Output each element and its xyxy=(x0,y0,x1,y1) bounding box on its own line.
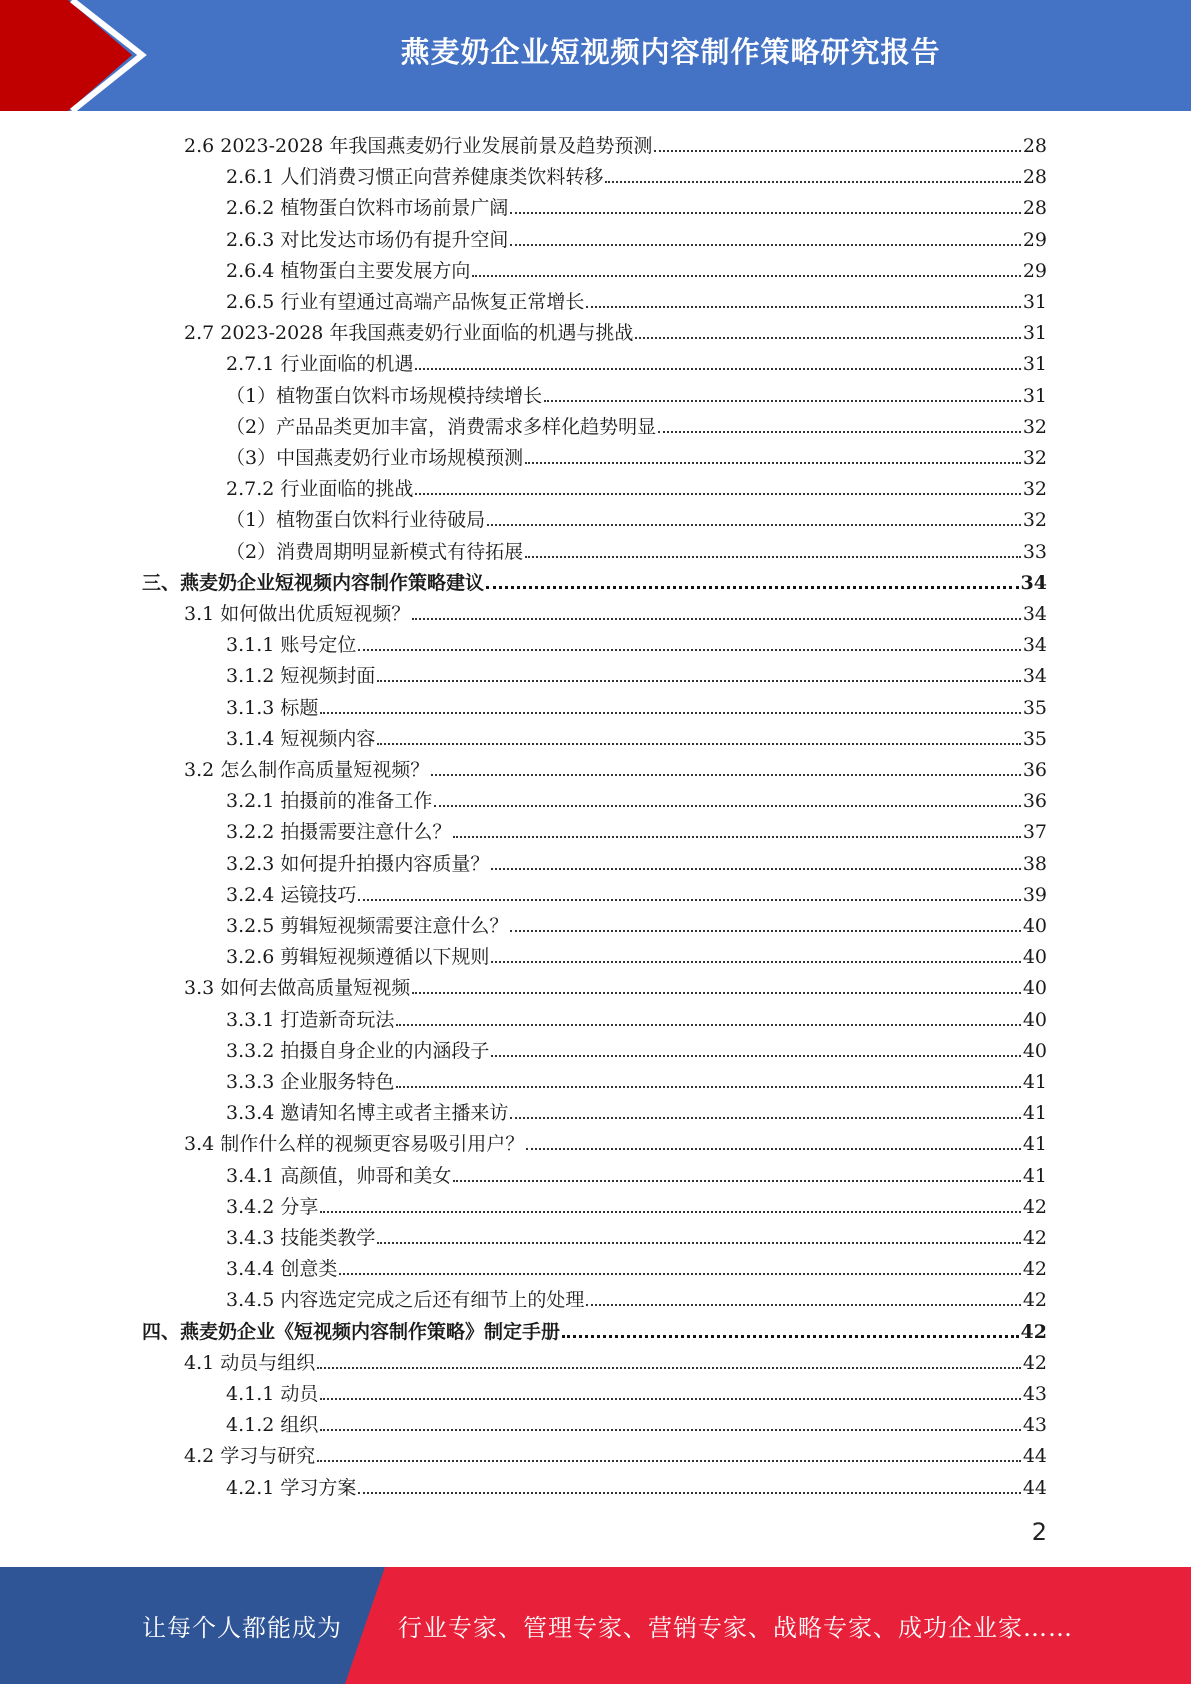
toc-entry-page: 42 xyxy=(1020,1320,1047,1343)
report-title: 燕麦奶企业短视频内容制作策略研究报告 xyxy=(400,34,941,69)
toc-entry[interactable] xyxy=(184,969,1047,1000)
toc-entry-page: 40 xyxy=(1022,977,1047,1000)
toc-dot-leader xyxy=(510,244,1020,246)
toc-entry-title: 3.2.3 如何提升拍摄内容质量？ xyxy=(226,852,490,875)
toc-entry-title: 2.6.5 行业有望通过高端产品恢复正常增长 xyxy=(226,291,585,313)
toc-entry-title: 3.2.5 剪辑短视频需要注意什么？ xyxy=(226,915,509,937)
toc-entry-page: 35 xyxy=(1022,696,1047,719)
toc-entry-page: 39 xyxy=(1022,883,1047,906)
toc-entry-page: 36 xyxy=(1022,759,1047,781)
toc-entry[interactable] xyxy=(226,938,1047,969)
toc-entry-page: 42 xyxy=(1022,1195,1047,1218)
toc-entry-page: 34 xyxy=(1022,665,1047,688)
toc-entry-page: 31 xyxy=(1022,384,1047,407)
toc-entry-title: 2.7.1 行业面临的机遇 xyxy=(226,353,414,376)
toc-dot-leader xyxy=(525,462,1021,464)
toc-entry[interactable] xyxy=(226,501,1047,532)
toc-entry-page: 42 xyxy=(1022,1258,1047,1281)
toc-entry[interactable] xyxy=(226,782,1047,813)
toc-dot-leader xyxy=(453,1180,1020,1182)
toc-entry[interactable] xyxy=(226,1032,1047,1063)
toc-entry-page: 31 xyxy=(1022,291,1047,313)
toc-entry-page: 32 xyxy=(1022,478,1047,501)
toc-entry[interactable] xyxy=(226,845,1047,876)
toc-entry-page: 42 xyxy=(1022,1227,1047,1249)
toc-entry-title: 3.1.1 账号定位 xyxy=(226,634,357,657)
toc-dot-leader xyxy=(526,1148,1021,1150)
toc-entry-page: 40 xyxy=(1022,946,1047,969)
toc-dot-leader xyxy=(358,1492,1020,1494)
toc-entry-page: 40 xyxy=(1022,1008,1047,1031)
toc-entry[interactable] xyxy=(226,408,1047,439)
toc-entry-title: 3.2.2 拍摄需要注意什么？ xyxy=(226,821,452,844)
toc-entry[interactable] xyxy=(226,189,1047,220)
toc-dot-leader xyxy=(544,400,1021,402)
footer-slogan-right: 行业专家、管理专家、营销专家、战略专家、成功企业家…… xyxy=(398,1614,1073,1642)
toc-entry[interactable] xyxy=(184,314,1047,345)
page-header xyxy=(0,0,1191,111)
toc-dot-leader xyxy=(487,524,1021,526)
toc-dot-leader xyxy=(396,1086,1020,1088)
toc-entry-title: （3）中国燕麦奶行业市场规模预测 xyxy=(226,447,524,469)
toc-entry-page: 34 xyxy=(1020,571,1047,594)
toc-dot-leader xyxy=(320,1211,1020,1213)
toc-entry-title: 3.3 如何去做高质量短视频 xyxy=(184,977,411,1000)
toc-dot-leader xyxy=(412,992,1021,994)
toc-entry[interactable] xyxy=(226,1375,1047,1406)
toc-entry[interactable] xyxy=(226,345,1047,376)
toc-entry[interactable] xyxy=(184,1125,1047,1156)
toc-dot-leader xyxy=(562,1335,1019,1338)
toc-entry-page: 28 xyxy=(1022,166,1047,189)
toc-dot-leader xyxy=(431,774,1021,776)
toc-entry-title: 4.1.1 动员 xyxy=(226,1383,319,1405)
toc-entry-page: 36 xyxy=(1022,790,1047,813)
toc-entry-title: 3.1.4 短视频内容 xyxy=(226,727,376,750)
toc-entry-title: 3.2.1 拍摄前的准备工作 xyxy=(226,790,433,813)
toc-entry-title: 3.1 如何做出优质短视频？ xyxy=(184,603,411,625)
toc-entry[interactable] xyxy=(226,158,1047,189)
toc-entry-title: 四、燕麦奶企业《短视频内容制作策略》制定手册 xyxy=(142,1320,561,1343)
toc-entry-page: 44 xyxy=(1022,1476,1047,1499)
toc-dot-leader xyxy=(510,212,1020,214)
toc-entry[interactable] xyxy=(226,252,1047,283)
toc-entry[interactable] xyxy=(226,439,1047,470)
toc-entry-page: 32 xyxy=(1022,447,1047,469)
toc-entry[interactable] xyxy=(226,1281,1047,1312)
toc-entry-title: 3.2 怎么制作高质量短视频？ xyxy=(184,759,430,781)
toc-entry-title: 4.2 学习与研究 xyxy=(184,1445,316,1468)
toc-entry-title: 2.6.2 植物蛋白饮料市场前景广阔 xyxy=(226,197,509,220)
toc-entry-page: 43 xyxy=(1022,1383,1047,1405)
toc-dot-leader xyxy=(491,1055,1020,1057)
toc-entry[interactable] xyxy=(226,1406,1047,1437)
toc-entry[interactable] xyxy=(226,470,1047,501)
toc-entry-page: 41 xyxy=(1022,1102,1047,1125)
toc-entry[interactable] xyxy=(184,595,1047,626)
toc-dot-leader xyxy=(491,868,1020,870)
toc-dot-leader xyxy=(396,1024,1020,1026)
toc-entry-page: 41 xyxy=(1022,1071,1047,1093)
toc-entry-title: （2）消费周期明显新模式有待拓展 xyxy=(226,540,524,563)
toc-entry[interactable] xyxy=(226,813,1047,844)
toc-entry-page: 32 xyxy=(1022,415,1047,438)
toc-entry-title: 3.2.4 运镜技巧 xyxy=(226,883,357,906)
toc-entry[interactable] xyxy=(184,1344,1047,1375)
toc-entry-title: 3.4.4 创意类 xyxy=(226,1258,338,1281)
toc-dot-leader xyxy=(317,1367,1021,1369)
toc-entry-page: 41 xyxy=(1022,1133,1047,1156)
toc-entry-page: 42 xyxy=(1022,1351,1047,1374)
toc-dot-leader xyxy=(510,930,1020,932)
toc-entry[interactable] xyxy=(142,1313,1047,1344)
toc-entry-title: 3.4.3 技能类教学 xyxy=(226,1227,376,1249)
toc-entry-title: 3.3.4 邀请知名博主或者主播来访 xyxy=(226,1102,509,1125)
toc-entry-title: 2.6.4 植物蛋白主要发展方向 xyxy=(226,259,471,282)
toc-entry-title: （2）产品品类更加丰富，消费需求多样化趋势明显 xyxy=(226,415,657,438)
toc-dot-leader xyxy=(377,1242,1020,1244)
toc-entry[interactable] xyxy=(226,283,1047,314)
toc-entry-title: 3.1.2 短视频封面 xyxy=(226,665,376,688)
toc-entry[interactable] xyxy=(184,127,1047,158)
toc-dot-leader xyxy=(491,961,1020,963)
toc-entry-page: 32 xyxy=(1022,509,1047,532)
toc-entry-title: 3.4.2 分享 xyxy=(226,1195,319,1218)
toc-entry[interactable] xyxy=(226,377,1047,408)
toc-entry-title: 3.3.2 拍摄自身企业的内涵段子 xyxy=(226,1039,490,1062)
toc-dot-leader xyxy=(453,836,1020,838)
toc-entry[interactable] xyxy=(226,1469,1047,1500)
toc-entry[interactable] xyxy=(226,720,1047,751)
toc-entry-page: 28 xyxy=(1022,135,1047,157)
toc-entry-title: 2.7.2 行业面临的挑战 xyxy=(226,478,414,501)
toc-entry-page: 40 xyxy=(1022,1039,1047,1062)
toc-entry-page: 37 xyxy=(1022,821,1047,844)
toc-entry-page: 31 xyxy=(1022,322,1047,345)
toc-dot-leader xyxy=(358,649,1020,651)
toc-entry-page: 28 xyxy=(1022,197,1047,220)
toc-entry-page: 42 xyxy=(1022,1289,1047,1312)
toc-entry-page: 40 xyxy=(1022,915,1047,937)
toc-entry-page: 44 xyxy=(1022,1445,1047,1468)
toc-entry[interactable] xyxy=(226,1001,1047,1032)
toc-entry[interactable] xyxy=(226,1188,1047,1219)
toc-dot-leader xyxy=(605,181,1020,183)
toc-entry[interactable] xyxy=(226,907,1047,938)
toc-dot-leader xyxy=(434,805,1020,807)
toc-entry[interactable] xyxy=(226,1094,1047,1125)
toc-entry-page: 35 xyxy=(1022,727,1047,750)
toc-dot-leader xyxy=(412,618,1021,620)
toc-entry-page: 34 xyxy=(1022,603,1047,625)
toc-dot-leader xyxy=(586,1304,1020,1306)
toc-entry-page: 38 xyxy=(1022,852,1047,875)
toc-dot-leader xyxy=(377,743,1020,745)
page-footer xyxy=(0,1567,1191,1684)
toc-entry-page: 31 xyxy=(1022,353,1047,376)
toc-entry-page: 29 xyxy=(1022,228,1047,251)
toc-entry-page: 29 xyxy=(1022,259,1047,282)
toc-entry-title: 4.1 动员与组织 xyxy=(184,1351,316,1374)
toc-dot-leader xyxy=(339,1273,1020,1275)
toc-dot-leader xyxy=(377,680,1020,682)
toc-dot-leader xyxy=(415,493,1020,495)
toc-entry-page: 43 xyxy=(1022,1414,1047,1437)
toc-entry[interactable] xyxy=(226,1157,1047,1188)
toc-entry[interactable] xyxy=(226,1063,1047,1094)
toc-entry-title: （1）植物蛋白饮料市场规模持续增长 xyxy=(226,384,543,407)
toc-entry[interactable] xyxy=(184,751,1047,782)
toc-dot-leader xyxy=(320,712,1020,714)
toc-dot-leader xyxy=(658,431,1021,433)
toc-entry-title: 4.2.1 学习方案 xyxy=(226,1476,357,1499)
toc-entry[interactable] xyxy=(226,1250,1047,1281)
toc-entry[interactable] xyxy=(226,1219,1047,1250)
toc-dot-leader xyxy=(486,586,1019,589)
toc-entry-title: 3.4.5 内容选定完成之后还有细节上的处理 xyxy=(226,1289,585,1312)
footer-slogan-left: 让每个人都能成为 xyxy=(142,1614,342,1642)
toc-entry-title: 2.6.3 对比发达市场仍有提升空间 xyxy=(226,228,509,251)
toc-entry-title: 2.6 2023-2028 年我国燕麦奶行业发展前景及趋势预测 xyxy=(184,135,653,157)
toc-dot-leader xyxy=(320,1429,1020,1431)
toc-dot-leader xyxy=(525,556,1021,558)
toc-entry-title: 三、燕麦奶企业短视频内容制作策略建议 xyxy=(142,571,485,594)
page-number: 2 xyxy=(1031,1518,1047,1546)
toc-entry-title: 3.2.6 剪辑短视频遵循以下规则 xyxy=(226,946,490,969)
toc-dot-leader xyxy=(320,1398,1020,1400)
toc-entry[interactable] xyxy=(226,657,1047,688)
toc-entry[interactable] xyxy=(226,689,1047,720)
toc-entry-title: 3.4.1 高颜值，帅哥和美女 xyxy=(226,1164,452,1187)
toc-entry-title: （1）植物蛋白饮料行业待破局 xyxy=(226,509,486,532)
toc-entry-title: 3.1.3 标题 xyxy=(226,696,319,719)
toc-entry-page: 33 xyxy=(1022,540,1047,563)
toc-entry[interactable] xyxy=(226,876,1047,907)
toc-entry-title: 4.1.2 组织 xyxy=(226,1414,319,1437)
toc-dot-leader xyxy=(635,337,1020,339)
toc-entry[interactable] xyxy=(184,1437,1047,1468)
toc-dot-leader xyxy=(586,306,1020,308)
toc-dot-leader xyxy=(317,1460,1021,1462)
toc-entry[interactable] xyxy=(226,626,1047,657)
toc-dot-leader xyxy=(472,275,1020,277)
toc-entry-title: 3.3.1 打造新奇玩法 xyxy=(226,1008,395,1031)
toc-entry[interactable] xyxy=(226,221,1047,252)
toc-dot-leader xyxy=(510,1117,1020,1119)
toc-dot-leader xyxy=(358,899,1020,901)
toc-entry-page: 34 xyxy=(1022,634,1047,657)
toc-dot-leader xyxy=(415,368,1020,370)
toc-entry-page: 41 xyxy=(1022,1164,1047,1187)
toc-entry[interactable] xyxy=(226,533,1047,564)
toc-entry-title: 2.7 2023-2028 年我国燕麦奶行业面临的机遇与挑战 xyxy=(184,322,634,345)
toc-dot-leader xyxy=(654,150,1020,152)
toc-entry-title: 3.4 制作什么样的视频更容易吸引用户？ xyxy=(184,1133,525,1156)
toc-entry-title: 2.6.1 人们消费习惯正向营养健康类饮料转移 xyxy=(226,166,604,189)
toc-entry[interactable] xyxy=(142,564,1047,595)
toc-entry-title: 3.3.3 企业服务特色 xyxy=(226,1071,395,1093)
